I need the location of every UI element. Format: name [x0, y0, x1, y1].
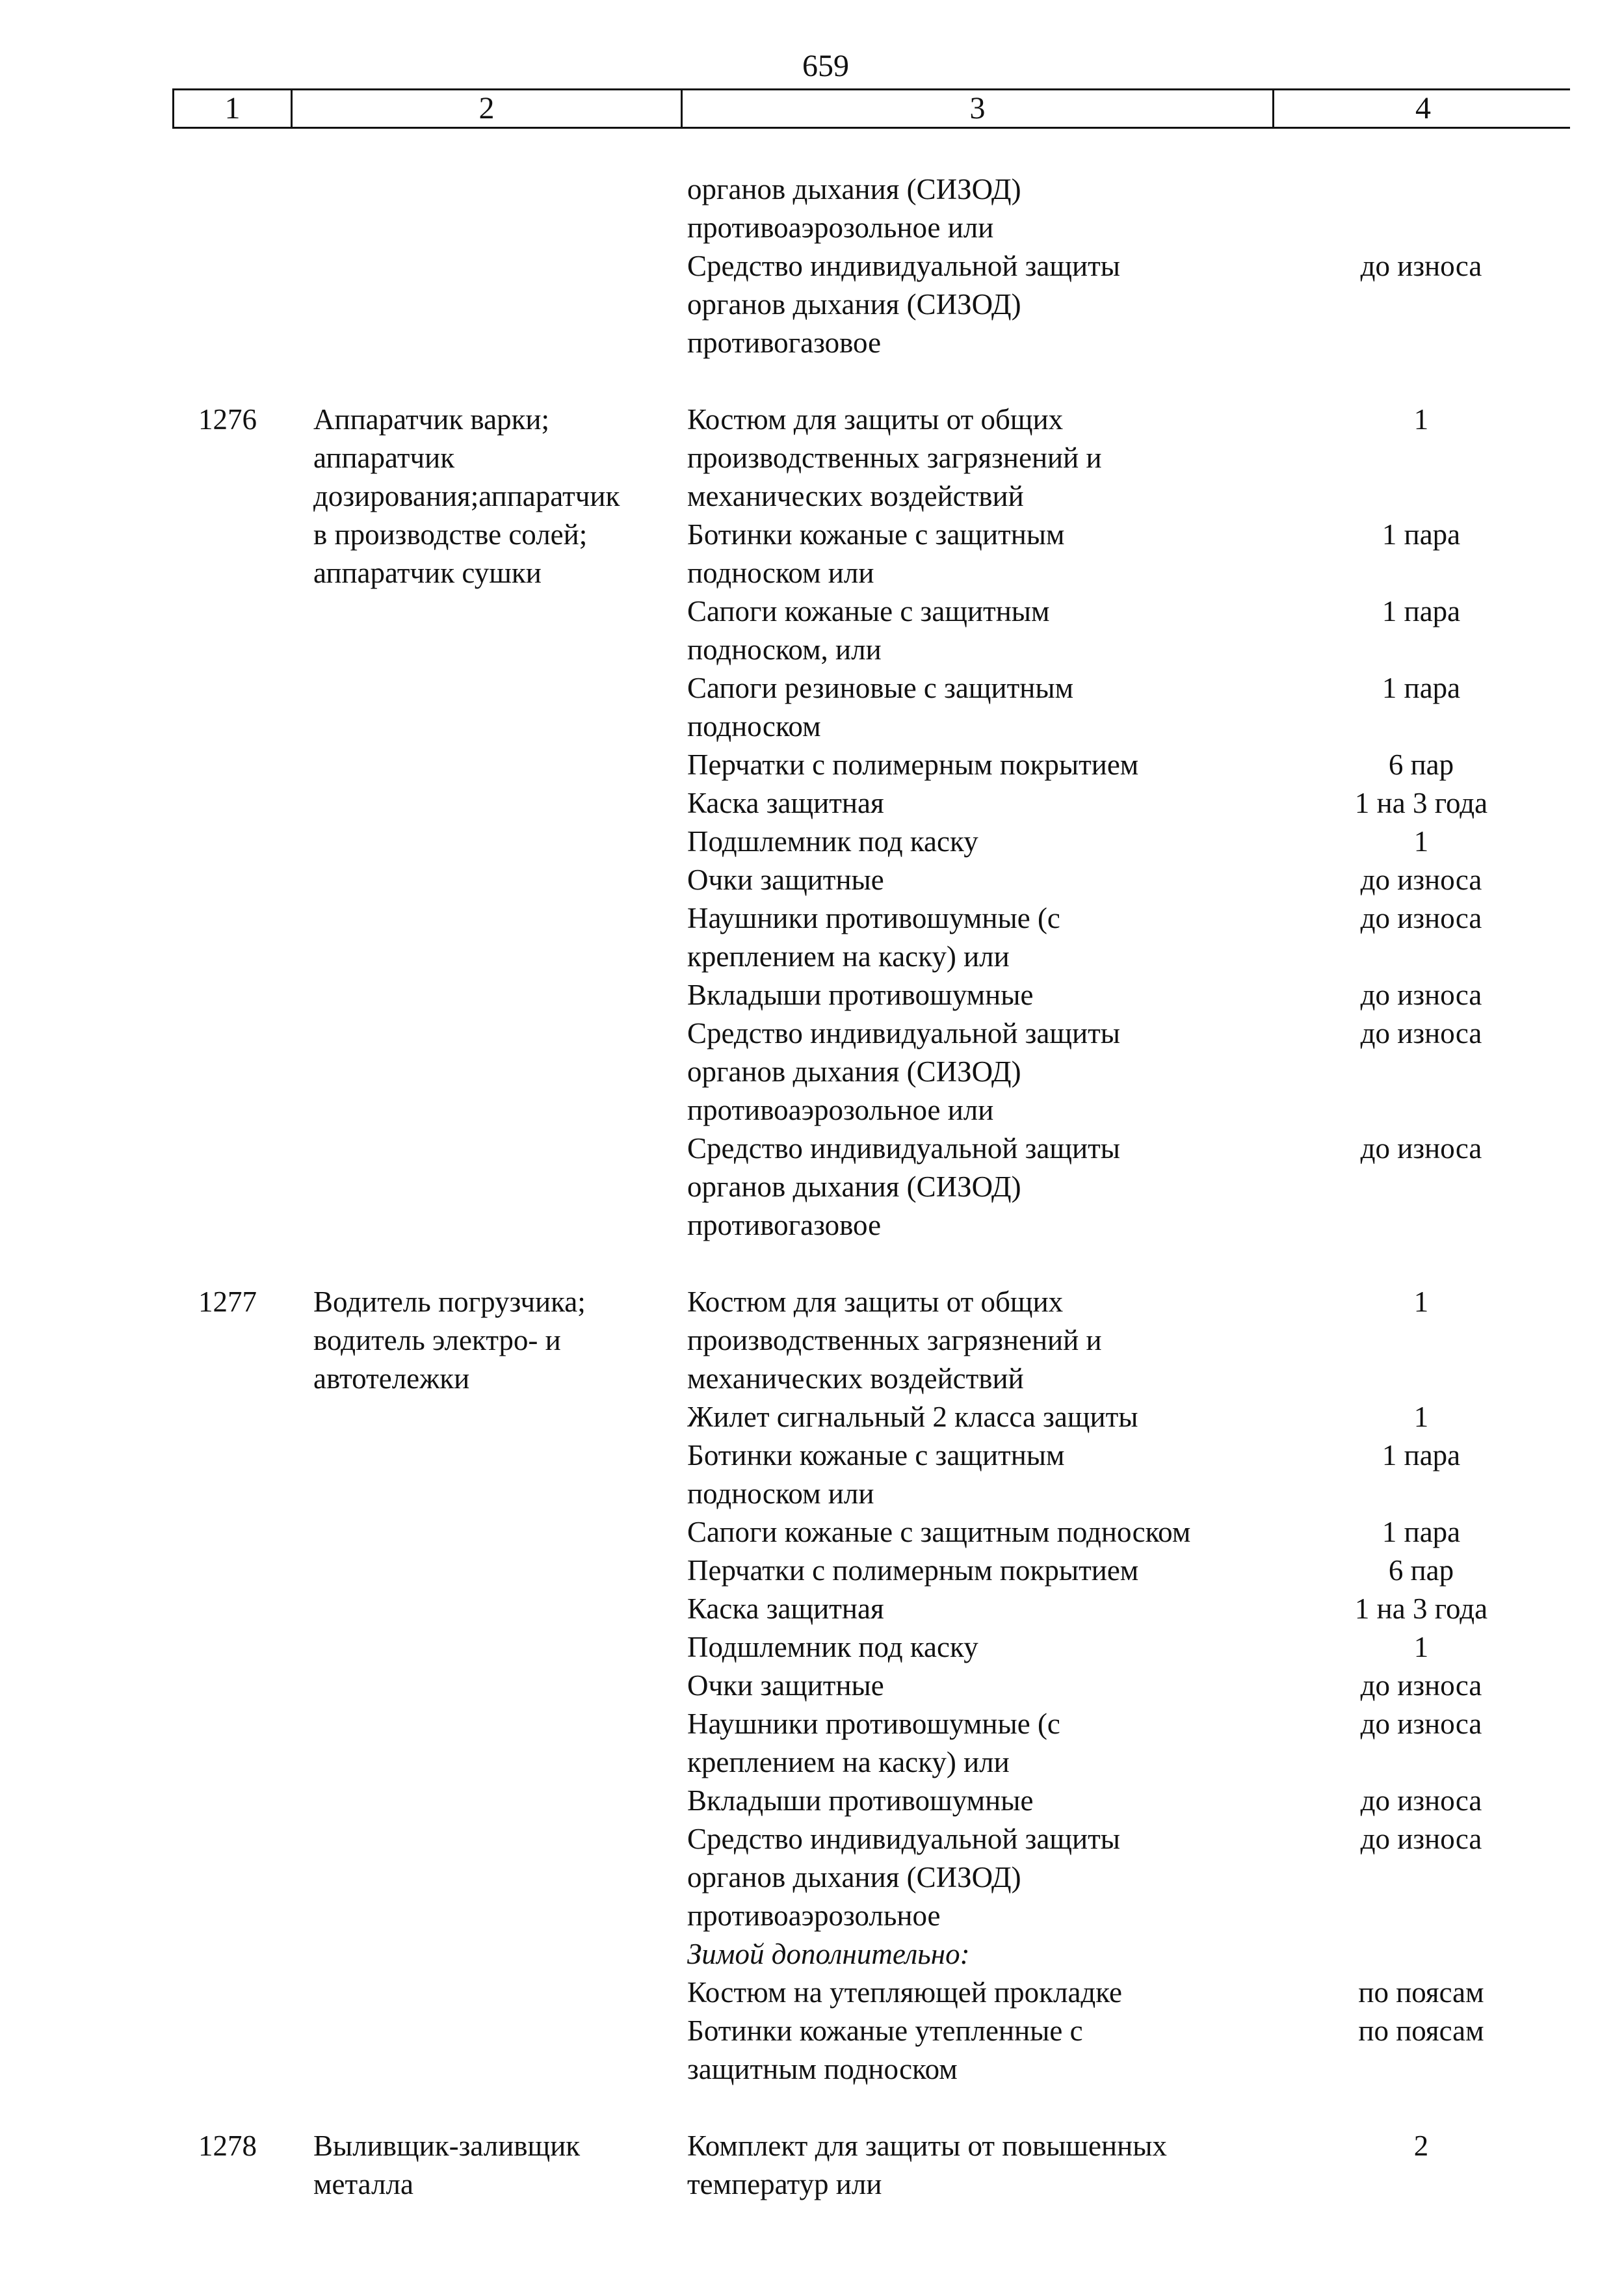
entry-number — [172, 784, 291, 823]
ppe-item: Каска защитная — [687, 1592, 884, 1625]
ppe-item: Подшлемник под каску — [687, 1631, 978, 1663]
entry-number — [172, 1436, 291, 1475]
ppe-item: Перчатки с полимерным покрытием — [687, 1554, 1139, 1587]
table-row — [172, 324, 1570, 362]
profession-line — [291, 1436, 681, 1475]
profession-line — [291, 938, 681, 976]
table-row — [172, 1283, 1570, 1321]
issue-norm: 1 пара — [1382, 1516, 1461, 1548]
ppe-item: Средство индивидуальной защиты — [687, 1823, 1121, 1855]
profession-line — [291, 784, 681, 823]
table-row — [172, 669, 1570, 707]
ppe-item: противогазовое — [687, 1209, 882, 1241]
table-row — [172, 439, 1570, 477]
profession-line — [291, 2050, 681, 2089]
issue-norm: 1 — [1413, 825, 1429, 858]
issue-norm: до износа — [1360, 1017, 1482, 1049]
profession-line — [291, 1590, 681, 1628]
table-row — [172, 170, 1570, 209]
entry-number: 1278 — [198, 2130, 257, 2162]
issue-norm — [1272, 170, 1570, 209]
issue-norm — [1272, 324, 1570, 362]
issue-norm — [1272, 554, 1570, 592]
profession-line — [291, 707, 681, 746]
table-row — [172, 1935, 1570, 1973]
entry-number — [172, 976, 291, 1014]
issue-norm — [1272, 1091, 1570, 1129]
ppe-item: органов дыхания (СИЗОД) — [687, 288, 1021, 321]
entry-number — [172, 1935, 291, 1973]
table-row — [172, 1053, 1570, 1091]
profession-line — [291, 861, 681, 899]
ppe-item: Вкладыши противошумные — [687, 1784, 1034, 1817]
entry-number — [172, 1168, 291, 1206]
ppe-item: противоаэрозольное или — [687, 1094, 994, 1126]
ppe-item: подноском, или — [687, 633, 882, 666]
entry-number — [172, 1091, 291, 1129]
profession-line — [291, 1091, 681, 1129]
table-row — [172, 1206, 1570, 1245]
table-row — [172, 1897, 1570, 1935]
ppe-item: Вкладыши противошумные — [687, 979, 1034, 1011]
profession-line — [291, 285, 681, 324]
table-row — [172, 938, 1570, 976]
issue-norm: 1 — [1413, 1401, 1429, 1433]
column-header-1: 1 — [174, 90, 293, 127]
profession-line — [291, 1858, 681, 1897]
issue-norm: до износа — [1360, 902, 1482, 934]
table-row — [172, 1858, 1570, 1897]
table-row — [172, 477, 1570, 516]
entry-number — [172, 592, 291, 631]
column-header-2: 2 — [293, 90, 683, 127]
table-row — [172, 976, 1570, 1014]
profession-line — [291, 1551, 681, 1590]
entry-number — [172, 707, 291, 746]
table-row — [172, 631, 1570, 669]
profession-line — [291, 1053, 681, 1091]
table-row — [172, 707, 1570, 746]
ppe-item: органов дыхания (СИЗОД) — [687, 1861, 1021, 1894]
column-header-3: 3 — [683, 90, 1274, 127]
entry-number — [172, 1667, 291, 1705]
profession-line — [291, 1475, 681, 1513]
issue-norm — [1272, 1858, 1570, 1897]
ppe-item: Ботинки кожаные с защитным — [687, 1439, 1065, 1471]
profession-line: аппаратчик сушки — [313, 557, 542, 589]
issue-norm: до износа — [1360, 1784, 1482, 1817]
entry-number — [172, 1973, 291, 2012]
entry-number — [172, 1321, 291, 1360]
issue-norm: 2 — [1413, 2130, 1429, 2162]
page-number: 659 — [802, 49, 849, 83]
ppe-item: Жилет сигнальный 2 класса защиты — [687, 1401, 1138, 1433]
profession-line — [291, 1743, 681, 1782]
ppe-item: Очки защитные — [687, 864, 884, 896]
column-header-4: 4 — [1415, 91, 1431, 125]
profession-line — [291, 209, 681, 247]
entry-number — [172, 477, 291, 516]
profession-line — [291, 1935, 681, 1973]
table-row — [172, 2050, 1570, 2089]
issue-norm — [1272, 1360, 1570, 1398]
table-row — [172, 1475, 1570, 1513]
table-row — [172, 247, 1570, 285]
issue-norm: 1 пара — [1382, 672, 1461, 704]
profession-line — [291, 1398, 681, 1436]
profession-line — [291, 1667, 681, 1705]
table-row — [172, 1513, 1570, 1551]
entry-number — [172, 823, 291, 861]
ppe-item: Ботинки кожаные с защитным — [687, 518, 1065, 551]
entry-number: 1276 — [198, 403, 257, 436]
table-row — [172, 1398, 1570, 1436]
profession-line — [291, 1206, 681, 1245]
profession-line: аппаратчик — [313, 442, 455, 474]
ppe-item: Перчатки с полимерным покрытием — [687, 748, 1139, 781]
entry-number — [172, 324, 291, 362]
issue-norm: 1 — [1413, 403, 1429, 436]
ppe-item: противоаэрозольное или — [687, 211, 994, 244]
ppe-item: Наушники противошумные (с — [687, 1708, 1060, 1740]
profession-line: Аппаратчик варки; — [313, 403, 550, 436]
profession-line — [291, 1628, 681, 1667]
ppe-item: подноском или — [687, 557, 874, 589]
profession-line — [291, 247, 681, 285]
profession-line: Водитель погрузчика; — [313, 1286, 586, 1318]
table-entry — [172, 2127, 1570, 2204]
ppe-item: Средство индивидуальной защиты — [687, 1017, 1121, 1049]
issue-norm — [1272, 209, 1570, 247]
issue-norm: 6 пар — [1388, 1554, 1454, 1587]
table-row — [172, 209, 1570, 247]
issue-norm: до износа — [1360, 864, 1482, 896]
ppe-item: Сапоги резиновые с защитным — [687, 672, 1074, 704]
ppe-item: механических воздействий — [687, 1362, 1024, 1395]
ppe-item: температур или — [687, 2168, 882, 2200]
ppe-item: органов дыхания (СИЗОД) — [687, 1170, 1021, 1203]
entry-number — [172, 1129, 291, 1168]
profession-line — [291, 592, 681, 631]
issue-norm: по поясам — [1358, 1976, 1484, 2009]
ppe-item: механических воздействий — [687, 480, 1024, 512]
profession-line: дозирования;аппаратчик — [313, 480, 620, 512]
ppe-item: Средство индивидуальной защиты — [687, 1132, 1121, 1165]
entry-number — [172, 554, 291, 592]
entry-number — [172, 1782, 291, 1820]
ppe-item: Подшлемник под каску — [687, 825, 978, 858]
table-row — [172, 516, 1570, 554]
issue-norm — [1272, 1321, 1570, 1360]
ppe-item: органов дыхания (СИЗОД) — [687, 173, 1021, 205]
issue-norm — [1272, 2165, 1570, 2204]
table-row — [172, 401, 1570, 439]
ppe-item: противоаэрозольное — [687, 1899, 941, 1932]
entry-number — [172, 439, 291, 477]
table-row — [172, 1590, 1570, 1628]
ppe-item: Сапоги кожаные с защитным подноском — [687, 1516, 1191, 1548]
issue-norm: до износа — [1360, 250, 1482, 282]
ppe-item: Средство индивидуальной защиты — [687, 250, 1121, 282]
ppe-item: производственных загрязнений и — [687, 1324, 1102, 1356]
table-row — [172, 285, 1570, 324]
table-row — [172, 1551, 1570, 1590]
ppe-item: Очки защитные — [687, 1669, 884, 1702]
table-row — [172, 2012, 1570, 2050]
profession-line — [291, 1782, 681, 1820]
ppe-item: креплением на каску) или — [687, 1746, 1010, 1778]
issue-norm: 1 пара — [1382, 518, 1461, 551]
entry-number — [172, 1590, 291, 1628]
issue-norm — [1272, 2050, 1570, 2089]
table-row — [172, 784, 1570, 823]
issue-norm — [1272, 707, 1570, 746]
table-row — [172, 746, 1570, 784]
issue-norm — [1272, 1168, 1570, 1206]
entry-number — [172, 899, 291, 938]
ppe-item: Наушники противошумные (с — [687, 902, 1060, 934]
table-row — [172, 861, 1570, 899]
profession-line — [291, 1168, 681, 1206]
entry-number — [172, 861, 291, 899]
table-row — [172, 1129, 1570, 1168]
issue-norm: 6 пар — [1388, 748, 1454, 781]
issue-norm: до износа — [1360, 1708, 1482, 1740]
table-row — [172, 1705, 1570, 1743]
profession-line: автотележки — [313, 1362, 470, 1395]
table-row — [172, 1321, 1570, 1360]
profession-line: Выливщик-заливщик — [313, 2130, 581, 2162]
entry-number — [172, 1551, 291, 1590]
profession-line: водитель электро- и — [313, 1324, 561, 1356]
profession-line — [291, 1973, 681, 2012]
entry-number — [172, 1858, 291, 1897]
profession-line — [291, 2012, 681, 2050]
table-row — [172, 1436, 1570, 1475]
table-row — [172, 2127, 1570, 2165]
entry-number — [172, 1053, 291, 1091]
entry-number — [172, 1820, 291, 1858]
entry-number — [172, 209, 291, 247]
issue-norm: по поясам — [1358, 2014, 1484, 2047]
entry-number — [172, 2050, 291, 2089]
table-row — [172, 1168, 1570, 1206]
issue-norm: 1 пара — [1382, 1439, 1461, 1471]
entry-number: 1277 — [198, 1286, 257, 1318]
issue-norm: 1 — [1413, 1631, 1429, 1663]
table-row — [172, 823, 1570, 861]
ppe-item: защитным подноском — [687, 2053, 958, 2085]
profession-line — [291, 1820, 681, 1858]
entry-number — [172, 938, 291, 976]
entry-number — [172, 1897, 291, 1935]
profession-line — [291, 746, 681, 784]
issue-norm — [1272, 1206, 1570, 1245]
issue-norm — [1272, 1053, 1570, 1091]
issue-norm — [1272, 285, 1570, 324]
table-row — [172, 1820, 1570, 1858]
table-row — [172, 1667, 1570, 1705]
profession-line — [291, 669, 681, 707]
table-row — [172, 554, 1570, 592]
table-row — [172, 1091, 1570, 1129]
ppe-item: подноском — [687, 710, 821, 743]
continuation-block — [172, 170, 1570, 362]
profession-line: металла — [313, 2168, 413, 2200]
profession-line — [291, 631, 681, 669]
issue-norm — [1272, 1935, 1570, 1973]
issue-norm — [1272, 938, 1570, 976]
table-row — [172, 1973, 1570, 2012]
issue-norm: до износа — [1360, 1823, 1482, 1855]
entry-number — [172, 2165, 291, 2204]
table-row — [172, 2165, 1570, 2204]
entry-number — [172, 1398, 291, 1436]
issue-norm: до износа — [1360, 1669, 1482, 1702]
ppe-item: Ботинки кожаные утепленные с — [687, 2014, 1083, 2047]
issue-norm — [1272, 1743, 1570, 1782]
ppe-item: Костюм для защиты от общих — [687, 403, 1064, 436]
issue-norm — [1272, 439, 1570, 477]
column-header-row — [172, 88, 1570, 129]
ppe-item: подноском или — [687, 1477, 874, 1510]
issue-norm — [1272, 1897, 1570, 1935]
entry-number — [172, 1360, 291, 1398]
ppe-norms-table — [172, 170, 1570, 2204]
ppe-item: Костюм для защиты от общих — [687, 1286, 1064, 1318]
table-row — [172, 592, 1570, 631]
ppe-item: производственных загрязнений и — [687, 442, 1102, 474]
entry-number — [172, 1743, 291, 1782]
table-row — [172, 1014, 1570, 1053]
ppe-item: Сапоги кожаные с защитным — [687, 595, 1050, 627]
issue-norm: до износа — [1360, 979, 1482, 1011]
profession-line — [291, 899, 681, 938]
ppe-item: противогазовое — [687, 326, 882, 359]
profession-line: в производстве солей; — [313, 518, 588, 551]
issue-norm: 1 пара — [1382, 595, 1461, 627]
profession-line — [291, 324, 681, 362]
table-row — [172, 1743, 1570, 1782]
issue-norm — [1272, 477, 1570, 516]
ppe-item: Комплект для защиты от повышенных — [687, 2130, 1167, 2162]
table-row — [172, 1360, 1570, 1398]
table-row — [172, 899, 1570, 938]
profession-line — [291, 170, 681, 209]
entry-number — [172, 1513, 291, 1551]
profession-line — [291, 1513, 681, 1551]
profession-line — [291, 823, 681, 861]
entry-number — [172, 285, 291, 324]
ppe-item: Костюм на утепляющей прокладке — [687, 1976, 1123, 2009]
ppe-item: креплением на каску) или — [687, 940, 1010, 973]
entry-number — [172, 631, 291, 669]
entry-number — [172, 1628, 291, 1667]
entry-number — [172, 1014, 291, 1053]
issue-norm: 1 на 3 года — [1354, 787, 1488, 819]
table-entry — [172, 1283, 1570, 2089]
profession-line — [291, 976, 681, 1014]
entry-number — [172, 516, 291, 554]
issue-norm: 1 на 3 года — [1354, 1592, 1488, 1625]
profession-line — [291, 1129, 681, 1168]
entry-number — [172, 1206, 291, 1245]
table-row — [172, 1628, 1570, 1667]
entry-number — [172, 1705, 291, 1743]
entry-number — [172, 2012, 291, 2050]
entry-number — [172, 170, 291, 209]
entry-number — [172, 746, 291, 784]
profession-line — [291, 1014, 681, 1053]
entry-number — [172, 1475, 291, 1513]
issue-norm — [1272, 1475, 1570, 1513]
profession-line — [291, 1705, 681, 1743]
ppe-item: органов дыхания (СИЗОД) — [687, 1055, 1021, 1088]
table-row — [172, 1782, 1570, 1820]
issue-norm: 1 — [1413, 1286, 1429, 1318]
issue-norm: до износа — [1360, 1132, 1482, 1165]
ppe-item: Зимой дополнительно: — [687, 1938, 970, 1970]
entry-number — [172, 247, 291, 285]
profession-line — [291, 1897, 681, 1935]
ppe-item: Каска защитная — [687, 787, 884, 819]
issue-norm — [1272, 631, 1570, 669]
table-entry — [172, 401, 1570, 1245]
entry-number — [172, 669, 291, 707]
